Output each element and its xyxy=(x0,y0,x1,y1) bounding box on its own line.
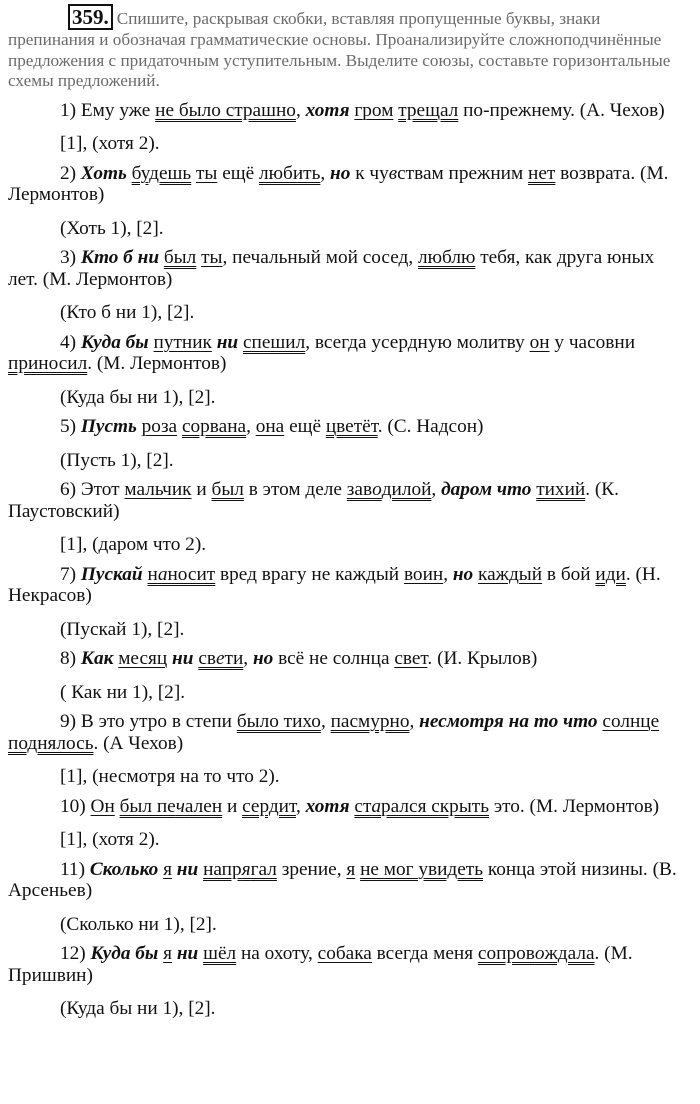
subject: собака xyxy=(317,943,372,964)
text-segment: и xyxy=(222,795,243,817)
text-segment: тебя, как друга юных лет. (М. Лермонтов) xyxy=(8,247,655,290)
sentence-1 xyxy=(8,100,688,122)
text-segment: это. (М. Лермонтов) xyxy=(489,795,660,817)
predicate-inserted-letter: е xyxy=(215,648,225,669)
subject: роза xyxy=(141,416,178,437)
predicate-inserted-letter: а xyxy=(371,795,382,817)
text-segment: . (К. Паустовский) xyxy=(8,479,619,522)
predicate-inserted-letter: о xyxy=(534,943,545,964)
conjunction: ни xyxy=(176,858,199,880)
predicate: носит xyxy=(167,563,216,585)
predicate: не мог увидеть xyxy=(360,858,483,880)
text-segment: 12) xyxy=(60,943,91,964)
predicate: тихий xyxy=(536,479,586,500)
subject: Он xyxy=(90,795,115,817)
conjunction: Куда бы xyxy=(80,331,149,353)
sentence-5 xyxy=(8,416,688,438)
text-segment: ствам прежним xyxy=(397,162,529,184)
sentence-3 xyxy=(8,247,688,290)
sentence-2 xyxy=(8,163,688,206)
predicate: дилой xyxy=(381,479,432,500)
sentence-scheme-12: (Куда бы ни 1), [2]. xyxy=(60,998,216,1019)
text-segment: 2) xyxy=(60,162,81,184)
sentence-8 xyxy=(8,648,688,670)
predicate-inserted-letter: а xyxy=(157,563,168,585)
predicate-inserted-letter: о xyxy=(372,479,382,500)
task-instruction: Спишите, раскрывая скобки, вставляя пропущенные буквы, знаки препинания и обозначая грамматические основы. Проанализируйте сложноподчинённые предложения с придаточным уступительным. Выделите союзы, составьте горизонтальные схемы предложений. xyxy=(8,9,671,90)
conjunction: но xyxy=(330,162,351,184)
sentence-scheme-5: (Пусть 1), [2]. xyxy=(60,449,174,471)
task-header xyxy=(8,4,688,92)
predicate: иди xyxy=(595,563,626,585)
subject: воин xyxy=(403,563,444,585)
sentence-scheme-9: [1], (несмотря на то что 2). xyxy=(60,766,280,787)
subject: она xyxy=(255,416,285,437)
predicate: не было страшно xyxy=(155,99,296,121)
text-segment: 3) xyxy=(60,247,81,268)
sentence-scheme-2: (Хоть 1), [2]. xyxy=(60,217,164,239)
text-segment: , xyxy=(409,711,420,732)
predicate: сердит xyxy=(242,795,296,817)
text-segment: 8) xyxy=(60,648,81,669)
sentence-9 xyxy=(8,711,688,754)
sentence-7 xyxy=(8,564,688,607)
predicate: св xyxy=(198,648,216,669)
text-segment: у часовни xyxy=(549,331,636,353)
predicate: поднялось xyxy=(8,732,94,754)
conjunction: ни xyxy=(216,331,239,353)
text-segment: , xyxy=(243,648,253,669)
conjunction: Как xyxy=(80,648,114,669)
text-segment: . (Н. Некрасов) xyxy=(8,563,661,606)
predicate: цветёт xyxy=(325,416,378,437)
sentence-12 xyxy=(8,943,688,986)
text-segment: и xyxy=(191,479,212,500)
conjunction: Кто б ни xyxy=(80,247,160,268)
text-segment: зрение, xyxy=(276,858,347,880)
text-segment: всё не солнца xyxy=(273,648,395,669)
predicate: приносил xyxy=(8,353,88,374)
predicate: сорвана xyxy=(181,416,247,437)
sentence-scheme-3: (Кто б ни 1), [2]. xyxy=(60,302,195,323)
sentence-6 xyxy=(8,479,688,522)
text-segment: ещё xyxy=(284,416,326,437)
task-number: 359. xyxy=(68,4,113,30)
text-segment: возврата. (М. Лермонтов) xyxy=(8,162,669,205)
subject: мальчик xyxy=(124,479,192,500)
inserted-letter: в xyxy=(388,162,398,184)
conjunction: Хоть xyxy=(80,162,127,184)
text-segment: . (С. Надсон) xyxy=(377,416,484,437)
sentence-scheme-1: [1], (хотя 2). xyxy=(60,133,160,154)
subject: свет xyxy=(394,648,428,669)
text-segment: на охоту, xyxy=(236,943,318,964)
conjunction: даром что xyxy=(441,479,532,500)
predicate: был xyxy=(163,247,197,268)
conjunction: Сколько xyxy=(89,858,159,880)
predicate: шёл xyxy=(203,943,237,964)
sentence-scheme-4: (Куда бы ни 1), [2]. xyxy=(60,386,216,408)
predicate: ст xyxy=(354,795,372,817)
conjunction: ни xyxy=(176,943,199,964)
predicate-inserted-letter: я xyxy=(241,858,251,880)
sentence-scheme-8: ( Как ни 1), [2]. xyxy=(60,681,186,703)
predicate: сопров xyxy=(477,943,535,964)
text-segment: 10) xyxy=(60,795,91,817)
subject: месяц xyxy=(118,648,168,669)
subject: солнце xyxy=(602,711,660,732)
sentence-scheme-6: [1], (даром что 2). xyxy=(60,534,207,555)
text-segment: , печальный мой сосед, xyxy=(222,247,418,268)
text-segment: . (А Чехов) xyxy=(93,732,184,754)
conjunction: хотя xyxy=(305,795,350,817)
text-segment: вред врагу не каждый xyxy=(215,563,404,585)
conjunction: хотя xyxy=(305,99,350,121)
text-segment: , xyxy=(320,162,331,184)
predicate-inserted-letter: ч xyxy=(175,795,185,817)
predicate: зав xyxy=(346,479,373,500)
text-segment: 4) xyxy=(60,331,81,353)
predicate: ален xyxy=(184,795,223,817)
text-segment: 1) Ему уже xyxy=(60,99,156,121)
text-segment: 9) В это утро в степи xyxy=(60,711,237,732)
text-segment: конца этой низины. (В. Арсеньев) xyxy=(8,858,677,901)
predicate: был xyxy=(211,479,244,500)
sentence-list xyxy=(8,100,688,1020)
predicate: н xyxy=(147,563,158,585)
text-segment: в бой xyxy=(542,563,596,585)
text-segment: , xyxy=(443,563,453,585)
predicate: трещал xyxy=(398,99,459,121)
text-segment: , xyxy=(246,416,256,437)
text-segment: , xyxy=(431,479,442,500)
conjunction: Куда бы xyxy=(90,943,159,964)
predicate: напр xyxy=(203,858,242,880)
text-segment: . (И. Крылов) xyxy=(427,648,538,669)
predicate: был пе xyxy=(119,795,176,817)
subject: путник xyxy=(153,331,212,353)
text-segment: по-прежнему. (А. Чехов) xyxy=(458,99,665,121)
text-segment: , xyxy=(320,711,331,732)
text-segment: к чу xyxy=(350,162,389,184)
sentence-scheme-11: (Сколько ни 1), [2]. xyxy=(60,913,217,935)
text-segment: . (М. Лермонтов) xyxy=(87,353,227,374)
text-segment: , xyxy=(295,99,306,121)
predicate: любить xyxy=(259,162,321,184)
subject: каждый xyxy=(478,563,543,585)
predicate: ти xyxy=(224,648,244,669)
sentence-scheme-7: (Пускай 1), [2]. xyxy=(60,618,185,640)
text-segment: всегда меня xyxy=(371,943,478,964)
sentence-4 xyxy=(8,332,688,375)
conjunction: Пусть xyxy=(80,416,137,437)
text-segment: , xyxy=(295,795,306,817)
conjunction: ни xyxy=(172,648,194,669)
subject: он xyxy=(529,331,550,353)
predicate: пасмурно xyxy=(330,711,410,732)
subject: я xyxy=(346,858,356,880)
conjunction: несмотря на то что xyxy=(419,711,598,732)
predicate: ждала xyxy=(544,943,595,964)
conjunction: но xyxy=(452,563,474,585)
predicate: нет xyxy=(528,162,556,184)
conjunction: Пускай xyxy=(80,563,143,585)
predicate: будешь xyxy=(131,162,192,184)
sentence-11 xyxy=(8,859,688,902)
text-segment: в этом деле xyxy=(243,479,347,500)
text-segment: , всегда усердную молитву xyxy=(305,331,530,353)
sentence-scheme-10: [1], (хотя 2). xyxy=(60,829,160,850)
predicate: гал xyxy=(250,858,277,880)
predicate: было тихо xyxy=(236,711,321,732)
sentence-10 xyxy=(8,796,688,818)
text-segment: 7) xyxy=(60,563,81,585)
text-segment: 5) xyxy=(60,416,81,437)
subject: гром xyxy=(354,99,394,121)
text-segment: 11) xyxy=(60,858,90,880)
conjunction: но xyxy=(252,648,274,669)
text-segment: . (М. Пришвин) xyxy=(8,943,633,986)
subject: ты xyxy=(201,247,223,268)
subject: я xyxy=(163,943,173,964)
subject: ты xyxy=(196,162,218,184)
text-segment: ещё xyxy=(217,162,259,184)
predicate: спешил xyxy=(242,331,306,353)
text-segment: 6) Этот xyxy=(60,479,125,500)
subject: я xyxy=(163,858,172,880)
predicate: люблю xyxy=(417,247,476,268)
predicate: рался скрыть xyxy=(381,795,489,817)
